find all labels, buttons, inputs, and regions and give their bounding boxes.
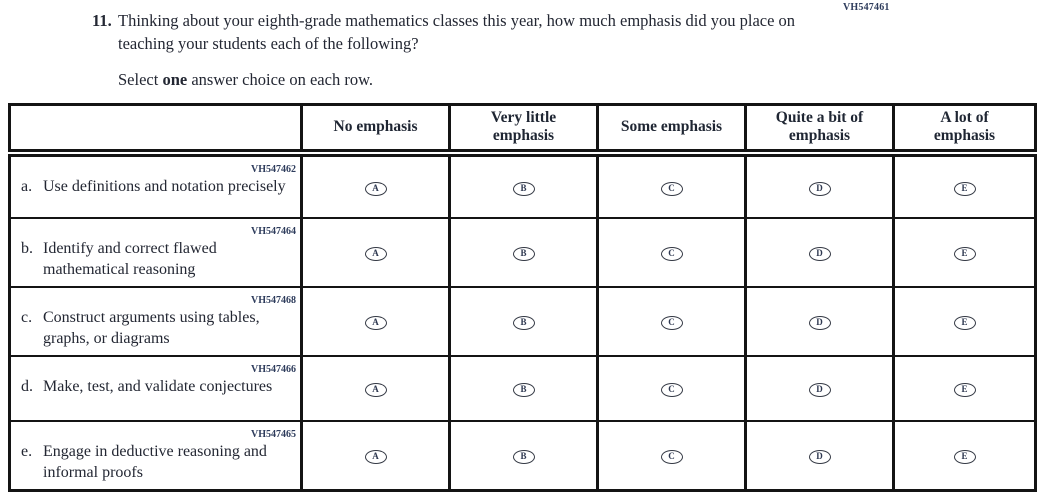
answer-cell <box>598 153 746 218</box>
row-code: VH547462 <box>251 163 296 175</box>
header-quite-a-bit-emphasis: Quite a bit of emphasis <box>746 105 894 153</box>
instruction-bold: one <box>162 70 188 89</box>
option-bubble-a[interactable]: A <box>365 450 387 464</box>
answer-cell <box>894 421 1036 491</box>
option-bubble-b[interactable]: B <box>513 383 535 397</box>
option-bubble-e[interactable]: E <box>954 383 976 397</box>
row-label-cell <box>10 153 302 218</box>
answer-cell <box>598 218 746 287</box>
answer-cell <box>894 218 1036 287</box>
answer-cell <box>894 287 1036 356</box>
instruction-pre: Select <box>118 70 163 89</box>
option-bubble-a[interactable]: A <box>365 182 387 196</box>
option-bubble-a[interactable]: A <box>365 247 387 261</box>
option-bubble-c[interactable]: C <box>661 450 683 464</box>
answer-cell <box>598 421 746 491</box>
option-bubble-b[interactable]: B <box>513 247 535 261</box>
question-number: 11. <box>92 11 112 30</box>
option-bubble-d[interactable]: D <box>809 247 831 261</box>
option-bubble-c[interactable]: C <box>661 182 683 196</box>
table-row-c <box>10 287 1036 356</box>
row-text: Construct arguments using tables, graphs, or diagrams <box>43 308 260 347</box>
answer-cell <box>450 218 598 287</box>
option-bubble-e[interactable]: E <box>954 450 976 464</box>
question-text: Thinking about your eighth-grade mathematics classes this year, how much emphasis did you place on teaching your students each of the following? <box>118 11 796 53</box>
option-bubble-a[interactable]: A <box>365 383 387 397</box>
option-bubble-e[interactable]: E <box>954 247 976 261</box>
answer-cell <box>302 356 450 421</box>
option-bubble-a[interactable]: A <box>365 316 387 330</box>
table-row-b <box>10 218 1036 287</box>
row-label-cell <box>10 218 302 287</box>
option-bubble-d[interactable]: D <box>809 182 831 196</box>
header-a-lot-emphasis: A lot of emphasis <box>894 105 1036 153</box>
answer-cell <box>450 153 598 218</box>
row-label-cell <box>10 356 302 421</box>
option-bubble-b[interactable]: B <box>513 450 535 464</box>
form-code: VH547461 <box>843 2 890 13</box>
header-blank-cell <box>10 105 302 153</box>
row-letter: d. <box>21 377 33 395</box>
instruction-post: answer choice on each row. <box>187 70 374 89</box>
answer-cell <box>302 153 450 218</box>
row-label-cell <box>10 421 302 491</box>
table-row-a <box>10 153 1036 218</box>
row-label-cell <box>10 287 302 356</box>
option-bubble-c[interactable]: C <box>661 316 683 330</box>
answer-cell <box>746 218 894 287</box>
question-instruction <box>118 68 808 91</box>
answer-cell <box>302 421 450 491</box>
answer-cell <box>302 287 450 356</box>
header-some-emphasis: Some emphasis <box>598 105 746 153</box>
option-bubble-b[interactable]: B <box>513 316 535 330</box>
table-row-e <box>10 421 1036 491</box>
answer-cell <box>894 153 1036 218</box>
option-bubble-b[interactable]: B <box>513 182 535 196</box>
answer-cell <box>450 421 598 491</box>
answer-cell <box>598 287 746 356</box>
answer-cell <box>746 287 894 356</box>
option-bubble-d[interactable]: D <box>809 316 831 330</box>
row-letter: e. <box>21 442 33 460</box>
row-code: VH547468 <box>251 294 296 306</box>
row-letter: b. <box>21 239 33 257</box>
option-bubble-c[interactable]: C <box>661 383 683 397</box>
question-body <box>118 9 808 91</box>
row-code: VH547466 <box>251 363 296 375</box>
row-text: Make, test, and validate conjectures <box>43 377 273 395</box>
row-letter: a. <box>21 177 33 195</box>
emphasis-matrix-table <box>8 103 1037 492</box>
option-bubble-c[interactable]: C <box>661 247 683 261</box>
answer-cell <box>746 153 894 218</box>
answer-cell <box>894 356 1036 421</box>
option-bubble-d[interactable]: D <box>809 450 831 464</box>
row-text: Engage in deductive reasoning and informal proofs <box>43 442 267 481</box>
row-text: Identify and correct flawed mathematical reasoning <box>43 239 217 278</box>
option-bubble-e[interactable]: E <box>954 182 976 196</box>
row-code: VH547464 <box>251 225 296 237</box>
answer-cell <box>302 218 450 287</box>
answer-cell <box>450 287 598 356</box>
answer-cell <box>450 356 598 421</box>
header-very-little-emphasis: Very little emphasis <box>450 105 598 153</box>
answer-cell <box>598 356 746 421</box>
option-bubble-e[interactable]: E <box>954 316 976 330</box>
header-no-emphasis: No emphasis <box>302 105 450 153</box>
option-bubble-d[interactable]: D <box>809 383 831 397</box>
row-text: Use definitions and notation precisely <box>43 177 286 195</box>
row-code: VH547465 <box>251 428 296 440</box>
question-block <box>92 9 808 91</box>
answer-cell <box>746 421 894 491</box>
answer-cell <box>746 356 894 421</box>
table-row-d <box>10 356 1036 421</box>
header-row <box>10 105 1036 153</box>
row-letter: c. <box>21 308 33 326</box>
